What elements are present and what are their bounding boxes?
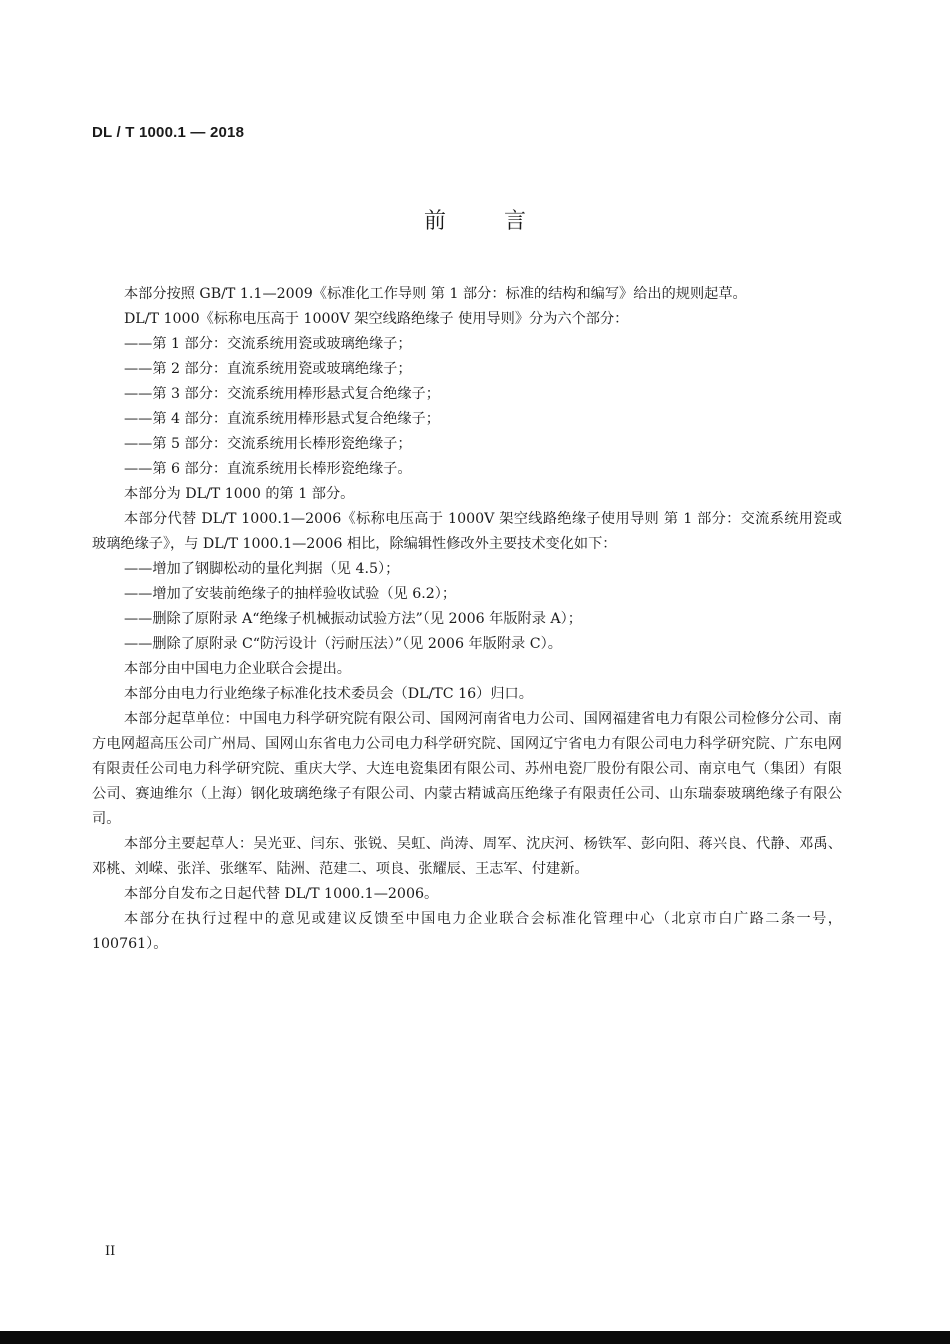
list-item: ——第 1 部分：交流系统用瓷或玻璃绝缘子； <box>123 336 412 352</box>
page-number: II <box>105 1244 116 1259</box>
document-code: DL / T 1000.1 — 2018 <box>92 124 245 141</box>
list-item: ——第 3 部分：交流系统用棒形悬式复合绝缘子； <box>123 386 440 402</box>
paragraph: 本部分主要起草人：吴光亚、闫东、张锐、吴虹、尚涛、周军、沈庆河、杨铁军、彭向阳、蒋兴良、代静、邓禹、邓桃、刘嵘、张洋、张继军、陆洲、范建二、项良、张耀辰、王志军、付建新。 <box>92 836 842 877</box>
list-item: ——增加了安装前绝缘子的抽样验收试验（见 6.2）； <box>123 586 457 602</box>
bottom-edge-bar <box>0 1331 950 1344</box>
paragraph: 本部分由电力行业绝缘子标准化技术委员会（DL/TC 16）归口。 <box>123 686 533 702</box>
paragraph: 本部分起草单位：中国电力科学研究院有限公司、国网河南省电力公司、国网福建省电力有限公司检修分公司、南方电网超高压公司广州局、国网山东省电力公司电力科学研究院、国网辽宁省电力有限公司电力科学研究院、广东电网有限责任公司电力科学研究院、重庆大学、大连电瓷集团有限公司、苏州电瓷厂股份有限公司、南京电气（集团）有限公司、赛迪维尔（上海）钢化玻璃绝缘子有限公司、内蒙古精诚高压绝缘子有限责任公司、山东瑞泰玻璃绝缘子有限公司。 <box>92 711 842 827</box>
paragraph: 本部分由中国电力企业联合会提出。 <box>123 661 351 677</box>
paragraph: 本部分代替 DL/T 1000.1—2006《标称电压高于 1000V 架空线路绝缘子使用导则 第 1 部分：交流系统用瓷或玻璃绝缘子》，与 DL/T 1000.1—2006 相比，除编辑性修改外主要技术变化如下： <box>92 511 842 552</box>
list-item: ——增加了钢脚松动的量化判据（见 4.5）； <box>123 561 400 577</box>
paragraph: 本部分为 DL/T 1000 的第 1 部分。 <box>123 486 355 502</box>
paragraph: DL/T 1000《标称电压高于 1000V 架空线路绝缘子 使用导则》分为六个部分： <box>123 311 629 327</box>
foreword-body <box>92 282 842 957</box>
paragraph: 本部分在执行过程中的意见或建议反馈至中国电力企业联合会标准化管理中心（北京市白广路二条一号，100761）。 <box>92 911 842 952</box>
list-item: ——删除了原附录 A“绝缘子机械振动试验方法”（见 2006 年版附录 A）； <box>123 611 582 627</box>
paragraph: 本部分按照 GB/T 1.1—2009《标准化工作导则 第 1 部分：标准的结构和编写》给出的规则起草。 <box>123 286 747 302</box>
list-item: ——删除了原附录 C“防污设计（污耐压法）”（见 2006 年版附录 C）。 <box>123 636 562 652</box>
list-item: ——第 6 部分：直流系统用长棒形瓷绝缘子。 <box>123 461 412 477</box>
list-item: ——第 2 部分：直流系统用瓷或玻璃绝缘子； <box>123 361 412 377</box>
paragraph: 本部分自发布之日起代替 DL/T 1000.1—2006。 <box>123 886 439 902</box>
list-item: ——第 5 部分：交流系统用长棒形瓷绝缘子； <box>123 436 412 452</box>
list-item: ——第 4 部分：直流系统用棒形悬式复合绝缘子； <box>123 411 440 427</box>
page-title: 前言 <box>423 209 584 234</box>
